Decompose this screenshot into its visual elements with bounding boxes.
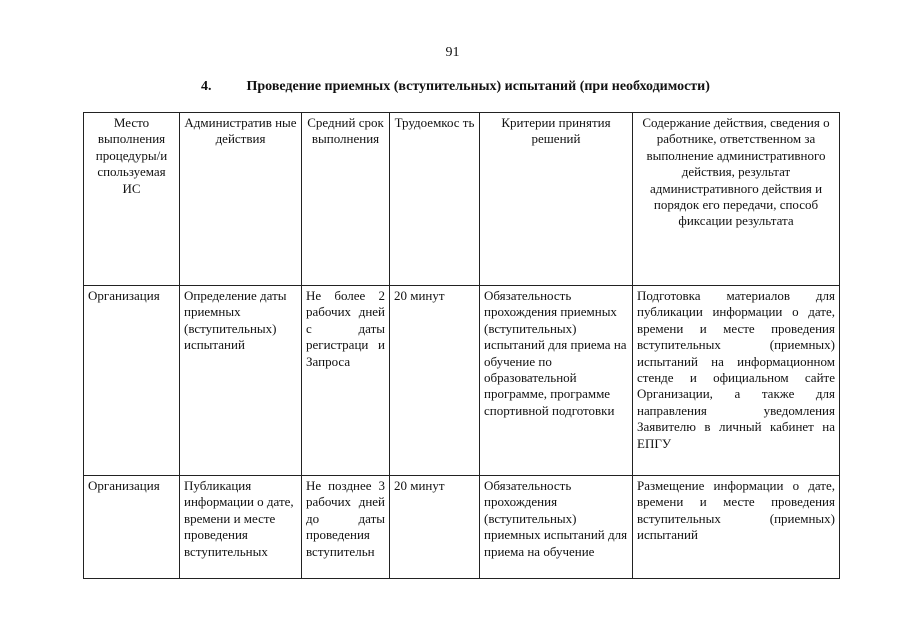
table-row [84,286,840,476]
cell-labor: 20 минут [390,476,480,579]
header-labor: Трудоемкос ть [390,113,480,286]
table-header-row [84,113,840,286]
cell-place: Организация [84,286,180,476]
header-criteria: Критерии принятия решений [480,113,633,286]
cell-term: Не более 2 рабочих дней с даты регистраци и Запроса [302,286,390,476]
cell-action: Определение даты приемных (вступительных) испытаний [180,286,302,476]
procedure-table [83,112,840,579]
table-row [84,476,840,579]
section-title-text: Проведение приемных (вступительных) испытаний (при необходимости) [246,79,710,94]
cell-term: Не позднее 3 рабочих дней до даты проведения вступительн [302,476,390,579]
cell-content: Подготовка материалов для публикации информации о дате, времени и месте проведения вступительных (приемных) испытаний на информационном стенде и официальном сайте Организации, а также для направления уведомления Заявителю в личный кабинет на ЕПГУ [633,286,840,476]
cell-labor: 20 минут [390,286,480,476]
page-number: 91 [445,45,460,60]
cell-content: Размещение информации о дате, времени и месте проведения вступительных (приемных) испытаний [633,476,840,579]
header-term: Средний срок выполнения [302,113,390,286]
section-number: 4. [201,79,212,94]
header-place: Место выполнения процедуры/и спользуемая ИС [84,113,180,286]
header-action: Административ ные действия [180,113,302,286]
cell-place: Организация [84,476,180,579]
cell-criteria: Обязательность прохождения (вступительных) приемных испытаний для приема на обучение [480,476,633,579]
section-title [201,79,710,95]
header-content: Содержание действия, сведения о работнике, ответственном за выполнение административного действия, результат административного действия и порядок его передачи, способ фиксации результата [633,113,840,286]
cell-criteria: Обязательность прохождения приемных (вступительных) испытаний для приема на обучение по образовательной программе, программе спортивной подготовки [480,286,633,476]
cell-action: Публикация информации о дате, времени и месте проведения вступительных [180,476,302,579]
